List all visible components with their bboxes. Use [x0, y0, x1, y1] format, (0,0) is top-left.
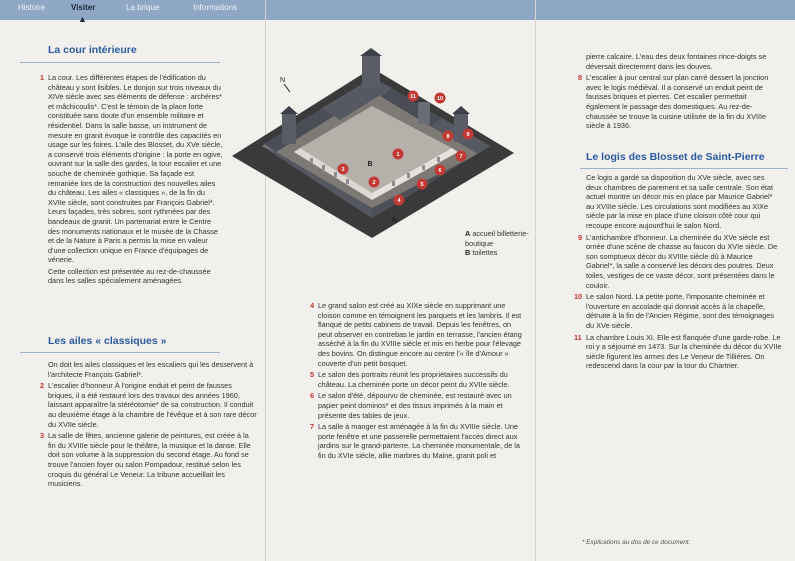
logis-heading: Le logis des Blosset de Saint-Pierre: [586, 151, 765, 163]
logis-intro: Ce logis a gardé sa disposition du XVe siècle, avec ses deux chambres de parement et sa salle centrale. Son état actuel montre un décor mis en place par Maurice Gabriel* au XVIIIe siècle. Les circulations sont modifiées au XIXe siècle par la mise en place d'une cloison côté cour qui recoupe encore aujourd'hui le salon Nord.: [586, 173, 773, 230]
item-salon-portraits: Le salon des portraits réunit les propriétaires successifs du château. La cheminée porte un décor peint du XVIIe siècle.: [318, 370, 510, 389]
svg-text:N: N: [280, 77, 286, 84]
item-escalier-jour: L'escalier à jour central sur plan carré dessert la jonction avec le logis médiéval. Il a conservé un enduit peint de fausses briques et pierres. Cet escalier permettait également le passage des domestiques. Au rez-de-chaussée se trouve la cuisine utilisée de la fin du XVIIIe siècle à 1936.: [586, 73, 769, 131]
ailes-text: On doit les ailes classiques et les escaliers qui les desservent à l'architecte François Gabriel*. 2 L'escalier d'honneur À l'origine enduit et peint de fausses briques, il a été restauré lors des travaux des années 1960, laissant apparaître la stéréotomie* de sa construction. Il conduit au deuxième étage à la chambre de l'évêque et à son rare décor du XVIIe siècle. 3 La salle de fêtes, ancienne galerie de peintures, est créée à la fin du XVIIIe siècle pour le théâtre, la musique et la danse. Elle doit son volume à la suppression du second étage. Au fond se trouve l'ancien foyer ou salon Pompadour, restitué selon les croquis du général Le Veneur. La tribune accueillait les musiciens.: [40, 360, 257, 489]
center-text: 4 Le grand salon est créé au XIXe siècle en supprimant une cloison comme en témoignent les parquets et les lambris. Il est flanqué de petits cabinets de travail. Depuis les fenêtres, on peut observer en contrebas le jardin en terrasse, l'ancien étang asséché à la fin du XVIIIe siècle et mis en herbe pour l'élevage des bovins. On distingue encore au centre l'« île d'Amour » couverte d'un petit bosquet. 5 Le salon des portraits réunit les propriétaires successifs du château. La cheminée porte un décor peint du XVIIe siècle. 6 Le salon d'été, dépourvu de cheminée, est restauré avec un papier peint dominos* et des tissus imprimés à la main et présente des tables de jeux. 7 La salle à manger est aménagée à la fin du XVIIIe siècle. Une porte fenêtre et une passerelle permettaient l'accès direct aux jardins sur le grand-parterre. La cheminée monumentale, de la fin du XVIe siècle, allie marbres du Maine, granit poli et: [310, 301, 522, 460]
castle-markers: [222, 48, 522, 240]
svg-text:8: 8: [446, 134, 450, 140]
item-salon-nord: Le salon Nord. La petite porte, l'imposante cheminée et l'ouverture en accolade qui donnait accès à la chapelle, détruite à la fin de l'Ancien Régime, sont des témoignages du XVe siècle.: [586, 292, 774, 330]
svg-text:1: 1: [396, 152, 400, 158]
svg-text:7: 7: [459, 154, 463, 160]
marker-9[interactable]: [463, 129, 474, 140]
navigation-bar: [0, 0, 795, 20]
item-escalier-honneur: L'escalier d'honneur À l'origine enduit et peint de fausses briques, il a été restauré lors des travaux des années 1960, laissant apparaître la stéréotomie* de sa construction. Il conduit au deuxième étage à la chambre de l'évêque et à son rare décor du XVIIe siècle.: [48, 381, 257, 429]
heading-rule: [20, 352, 220, 353]
marker-10[interactable]: [435, 93, 446, 104]
legend-a-text: accueil billetterie-boutique: [465, 229, 529, 248]
marker-4[interactable]: [394, 195, 405, 206]
item-grand-salon: Le grand salon est créé au XIXe siècle en supprimant une cloison comme en témoignent les parquets et les lambris. Il est flanqué de petits cabinets de travail. Depuis les fenêtres, on peut observer en contrebas le jardin en terrasse, l'ancien étang asséché à la fin du XVIIIe siècle et mis en herbe pour l'élevage des bovins. On distingue encore au centre l'« île d'Amour » couverte d'un petit bosquet.: [318, 301, 522, 368]
svg-text:6: 6: [438, 168, 442, 174]
fold-line: [535, 0, 536, 561]
marker-1[interactable]: [393, 149, 404, 160]
item-salon-ete: Le salon d'été, dépourvu de cheminée, est restauré avec un papier peint dominos* et des tissus imprimés à la main et présente des tables de jeux.: [318, 391, 512, 420]
marker-2[interactable]: [369, 177, 380, 188]
ailes-intro: On doit les ailes classiques et les escaliers qui les desservent à l'architecte François Gabriel*.: [48, 360, 254, 379]
svg-text:11: 11: [410, 94, 416, 100]
tab-la-brique[interactable]: La brique: [126, 3, 160, 12]
footnote: * Explications au dos de ce document.: [582, 539, 691, 546]
cour-paragraph-2: Cette collection est présentée au rez-de-chaussée dans les salles spécialement aménagées.: [48, 266, 211, 286]
heading-rule: [20, 62, 220, 63]
legend-a-letter: A: [465, 229, 471, 238]
svg-text:10: 10: [436, 96, 444, 102]
marker-a[interactable]: A: [391, 217, 397, 224]
marker-3[interactable]: [338, 164, 349, 175]
map-legend: [465, 229, 540, 258]
svg-text:4: 4: [397, 198, 401, 204]
marker-11[interactable]: [408, 91, 419, 102]
ailes-heading: Les ailes « classiques »: [48, 335, 167, 347]
item-salle-fetes: La salle de fêtes, ancienne galerie de peintures, est créée à la fin du XVIIIe siècle pour le théâtre, la musique et la danse. Elle doit son volume à la suppression du second étage. Au fond se trouve l'ancien foyer ou salon Pompadour, restitué selon les croquis du général Le Veneur. La tribune accueillait les musiciens.: [48, 431, 251, 489]
item-salle-manger: La salle à manger est aménagée à la fin du XVIIIe siècle. Une porte fenêtre et une passerelle permettaient l'accès direct aux jardins sur le grand-parterre. La cheminée monumentale, de la fin du XVIe siècle, allie marbres du Maine, granit poli et: [318, 422, 520, 460]
svg-text:5: 5: [420, 182, 424, 188]
tab-visiter[interactable]: Visiter: [71, 3, 96, 12]
marker-5[interactable]: [417, 179, 428, 190]
cour-heading: La cour intérieure: [48, 44, 137, 56]
marker-8[interactable]: [443, 131, 454, 142]
item-chambre-louis-xi: La chambre Louis XI. Elle est flanquée d'une garde-robe. Le roi y a séjourné en 1473. Sur la cheminée du décor du XVIIe siècle figurent les armes des Le Veneur de Tillières. On redescend dans la cour par la tour du Chartrier.: [586, 332, 782, 371]
legend-b-text: toilettes: [472, 248, 498, 258]
tab-histoire[interactable]: Histoire: [18, 3, 46, 12]
tab-informations[interactable]: Informations: [193, 3, 238, 12]
svg-text:3: 3: [341, 167, 345, 173]
heading-rule: [580, 168, 788, 169]
item-antichambre: L'antichambre d'honneur. La cheminée du XVe siècle est ornée d'une scène de chasse au faucon du XVIe siècle. De son somptueux décor du XVIIIe siècle dû à Maurice Gabriel*, la salle a conservé les décors des poutres. Deux toiles, vestiges de ce vaste décor, sont présentées dans le couloir.: [586, 232, 778, 290]
right-text-top: pierre calcaire. L'eau des deux fontaines rince-doigts se déversait directement dans les douves. 8 L'escalier à jour central sur plan carré dessert la jonction avec le logis médiéval. Il a conservé un enduit peint de fausses briques et pierres. Cet escalier permettait également le passage des domestiques. Au rez-de-chaussée se trouve la cuisine utilisée de la fin du XVIIIe siècle à 1936.: [586, 52, 782, 133]
current-tab-triangle-icon: ▲: [78, 14, 87, 24]
marker-b[interactable]: B: [367, 161, 373, 168]
legend-b-letter: B: [465, 248, 471, 258]
right-text-bottom: Ce logis a gardé sa disposition du XVe siècle, avec ses deux chambres de parement et sa salle centrale. Son état actuel montre un décor mis en place par Maurice Gabriel* au XVIIIe siècle. Les circulations sont modifiées au XIXe siècle par la mise en place d'une cloison côté cour qui recoupe encore aujourd'hui le salon Nord. 9 L'antichambre d'honneur. La cheminée du XVe siècle est ornée d'une scène de chasse au faucon du XVIe siècle. De son somptueux décor du XVIIIe siècle dû à Maurice Gabriel*, la salle a conservé les décors des poutres. Deux toiles, vestiges de ce vaste décor, sont présentées dans le couloir. 10 Le salon Nord. La petite porte, l'imposante cheminée et l'ouverture en accolade qui donnait accès à la chapelle, détruite à la fin de l'Ancien Régime, sont des témoignages du XVe siècle. 11 La chambre Louis XI. Elle est flanquée d'une garde-robe. Le roi y a séjourné en 1473. Sur la cheminée du décor du XVIIe siècle figurent les armes des Le Veneur de Tillières. On redescend dans la cour par la tour du Chartrier.: [574, 173, 782, 371]
continuation-text: pierre calcaire. L'eau des deux fontaines rince-doigts se déversait directement dans les douves.: [586, 52, 767, 71]
marker-6[interactable]: [435, 165, 446, 176]
cour-paragraph: La cour. Les différentes étapes de l'édification du château y sont lisibles. Le donjon sur trois niveaux du XIVe siècle avec ses éléments de défense : archères* et mâchicoulis*. C'est le témoin de la place forte constituée sans doute d'un ensemble militaire et résidentiel. Dans la salle basse, un instrument de mesure en granit évoque le contrôle des capacités en usage sur les foires. L'aile des Blosset, du XVe siècle, a conservé trois éléments d'origine : la porte en ogive, ouvrant sur la salle des gardes, la tour escalier et une souche de cheminée gothique. Sa façade est remaniée lors de la construction des nouvelles ailes du château. Les ailes « classiques », de la fin du XVIIe siècle, sont construites par François Gabriel*. Leurs façades, très sobres, sont rythmées par des bandeaux de granit. Un partenariat entre le Centre des monuments nationaux et le musée de la Chasse et de la Nature à Paris a permis la mise en valeur d'une collection unique en France d'équipages de vénerie.: [48, 73, 223, 265]
marker-7[interactable]: [456, 151, 467, 162]
svg-text:9: 9: [466, 132, 470, 138]
cour-text: 1 La cour. Les différentes étapes de l'édification du château y sont lisibles. Le donjon sur trois niveaux du XIVe siècle avec ses éléments de défense : archères* et mâchicoulis*. C'est le témoin de la place forte constituée sans doute d'un ensemble militaire et résidentiel. Dans la salle basse, un instrument de mesure en granit évoque le contrôle des capacités en usage sur les foires. L'aile des Blosset, du XVe siècle, a conservé trois éléments d'origine : la porte en ogive, ouvrant sur la salle des gardes, la tour escalier et une souche de cheminée gothique. Sa façade est remaniée lors de la construction des nouvelles ailes du château. Les ailes « classiques », de la fin du XVIIe siècle, sont construites par François Gabriel*. Leurs façades, très sobres, sont rythmées par des bandeaux de granit. Un partenariat entre le Centre des monuments nationaux et le musée de la Chasse et de la Nature à Paris a permis la mise en valeur d'une collection unique en France d'équipages de vénerie. Cette collection est présentée au rez-de-chaussée dans les salles spécialement aménagées.: [40, 73, 223, 286]
svg-text:2: 2: [372, 180, 376, 186]
